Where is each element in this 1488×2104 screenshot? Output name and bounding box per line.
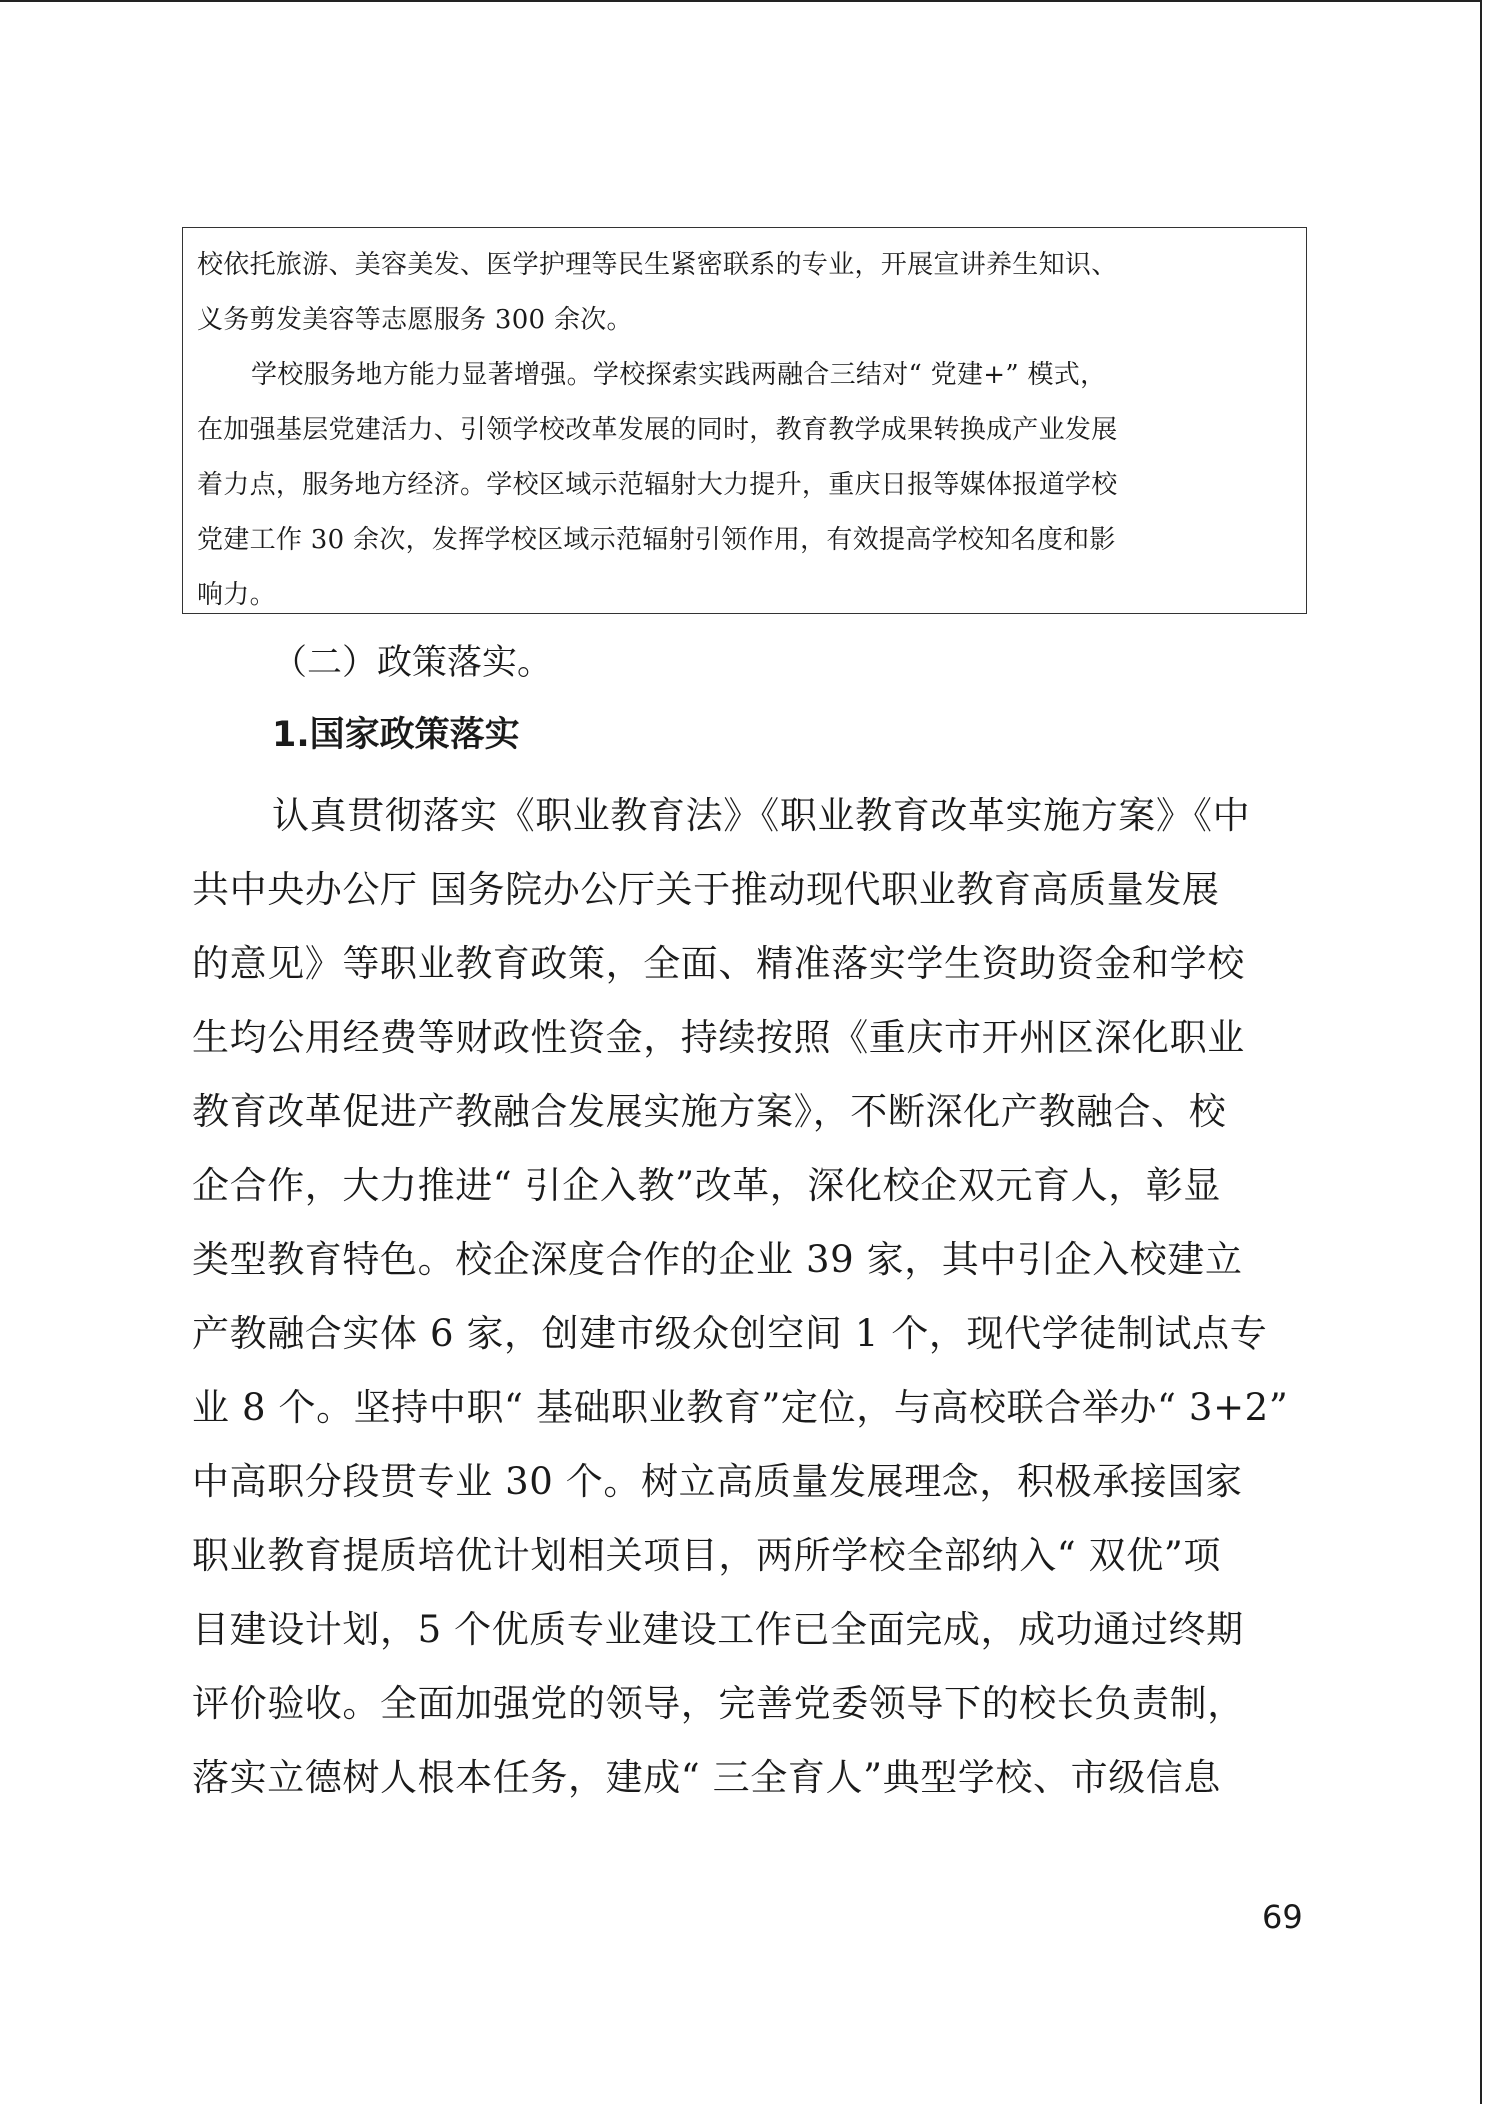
box-line: 着力点，服务地方经济。学校区域示范辐射大力提升，重庆日报等媒体报道学校 — [197, 470, 1118, 500]
body-line: 的意见》等职业教育政策，全面、精准落实学生资助资金和学校 — [192, 942, 1245, 985]
body-line: 认真贯彻落实《职业教育法》《职业教育改革实施方案》《中 — [272, 794, 1251, 837]
main-text — [192, 633, 1302, 1815]
boxed-text-section — [182, 227, 1307, 614]
page-number: 69 — [1262, 1898, 1303, 1936]
body-line: 目建设计划，5 个优质专业建设工作已全面完成，成功通过终期 — [192, 1608, 1244, 1651]
body-paragraph — [192, 779, 1302, 1815]
body-line: 评价验收。全面加强党的领导，完善党委领导下的校长负责制， — [192, 1682, 1245, 1725]
body-line: 企合作，大力推进“ 引企入教”改革，深化校企双元育人，彰显 — [192, 1164, 1221, 1207]
sub-heading: 1.国家政策落实 — [272, 715, 520, 755]
box-line: 校依托旅游、美容美发、医学护理等民生紧密联系的专业，开展宣讲养生知识、 — [197, 250, 1118, 280]
box-line: 响力。 — [197, 580, 276, 610]
box-line: 在加强基层党建活力、引领学校改革发展的同时，教育教学成果转换成产业发展 — [197, 415, 1118, 445]
box-line: 义务剪发美容等志愿服务 300 余次。 — [197, 305, 633, 335]
body-line: 产教融合实体 6 家，创建市级众创空间 1 个，现代学徒制试点专 — [192, 1312, 1268, 1355]
box-line: 学校服务地方能力显著增强。学校探索实践两融合三结对“ 党建+” 模式， — [251, 360, 1107, 390]
body-line: 教育改革促进产教融合发展实施方案》，不断深化产教融合、校 — [192, 1090, 1227, 1133]
body-line: 共中央办公厅 国务院办公厅关于推动现代职业教育高质量发展 — [192, 868, 1220, 911]
box-line: 党建工作 30 余次，发挥学校区域示范辐射引领作用，有效提高学校知名度和影 — [197, 525, 1116, 555]
body-line: 生均公用经费等财政性资金，持续按照《重庆市开州区深化职业 — [192, 1016, 1245, 1059]
body-line: 类型教育特色。校企深度合作的企业 39 家，其中引企入校建立 — [192, 1238, 1243, 1281]
body-line: 职业教育提质培优计划相关项目，两所学校全部纳入“ 双优”项 — [192, 1534, 1221, 1577]
body-line: 落实立德树人根本任务，建成“ 三全育人”典型学校、市级信息 — [192, 1756, 1221, 1799]
section-heading: （二）政策落实。 — [272, 643, 553, 683]
body-line: 中高职分段贯专业 30 个。树立高质量发展理念，积极承接国家 — [192, 1460, 1243, 1503]
body-line: 业 8 个。坚持中职“ 基础职业教育”定位，与高校联合举办“ 3+2” — [192, 1386, 1289, 1429]
